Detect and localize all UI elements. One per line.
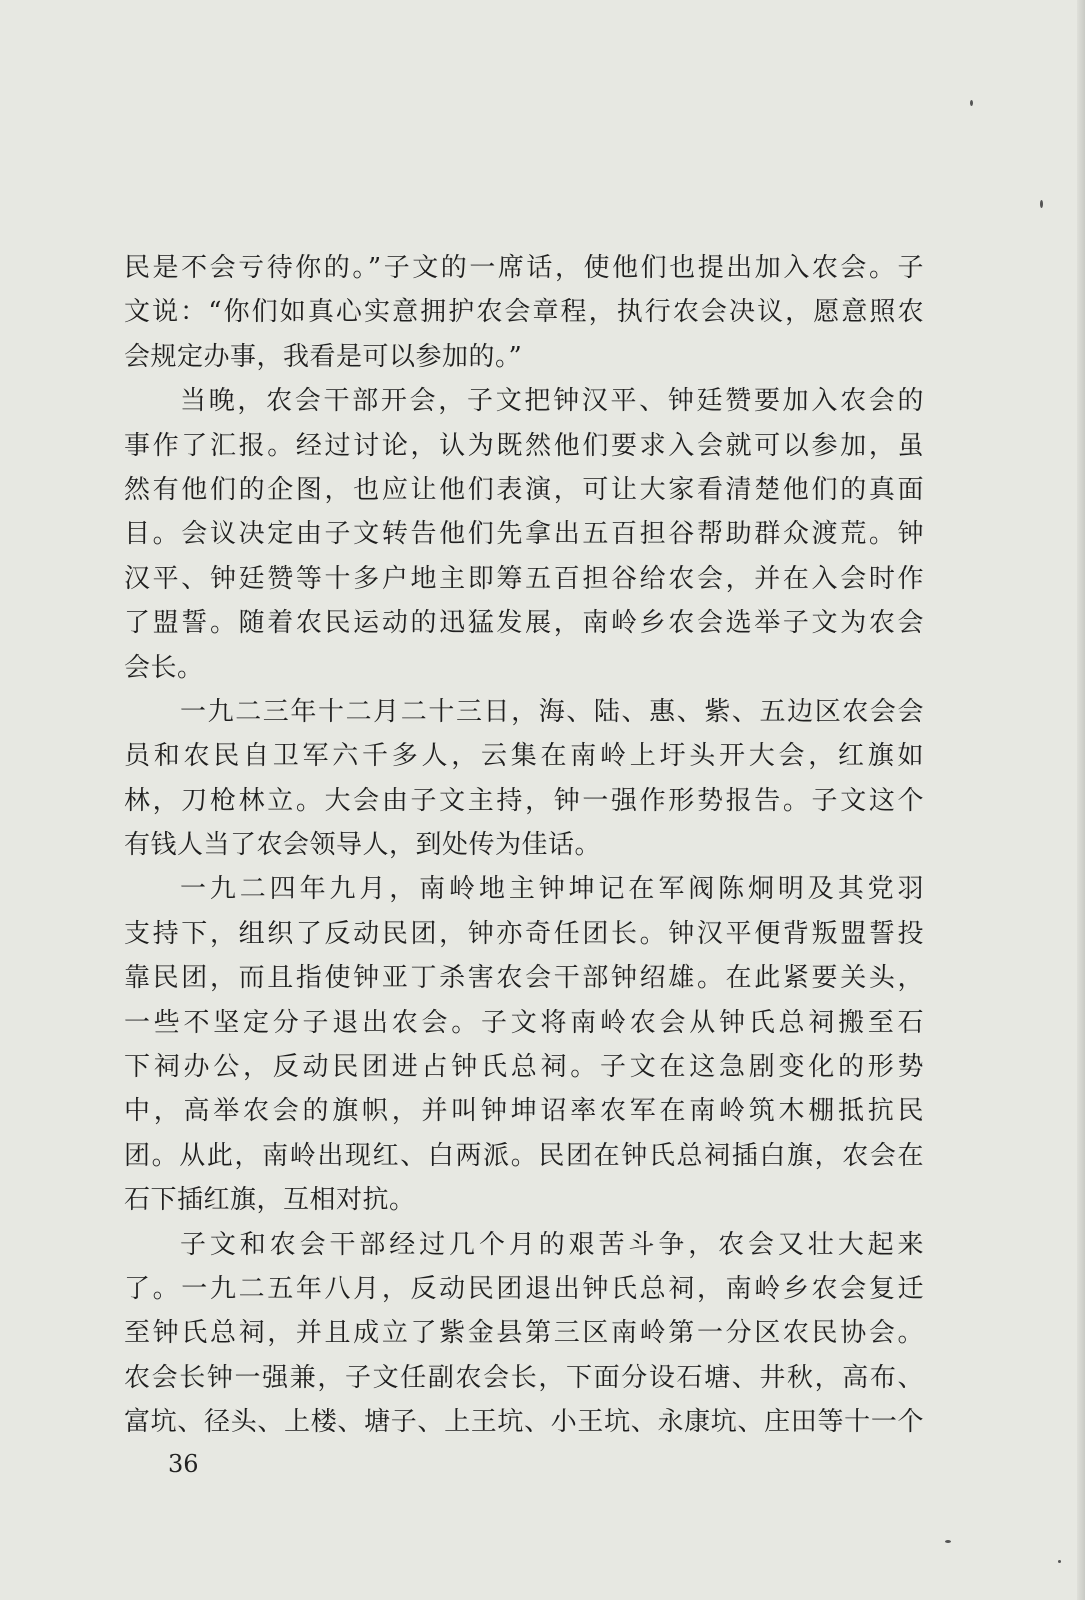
- text-line: 会规定办事，我看是可以参加的。”: [124, 341, 523, 372]
- text-line: 文说：“你们如真心实意拥护农会章程，执行农会决议，愿意照农: [124, 297, 924, 328]
- text-line: 下祠办公，反动民团进占钟氏总祠。子文在这急剧变化的形势: [124, 1052, 924, 1083]
- text-line: 靠民团，而且指使钟亚丁杀害农会干部钟绍雄。在此紧要关头，: [124, 963, 924, 994]
- text-line: 农会长钟一强兼，子文任副农会长，下面分设石塘、井秋，高布、: [124, 1362, 924, 1393]
- page-edge: [1077, 0, 1085, 1600]
- text-line: 事作了汇报。经过讨论，认为既然他们要求入会就可以参加，虽: [124, 430, 924, 461]
- paper-speck: [1058, 1560, 1061, 1563]
- paper-speck: [970, 100, 973, 106]
- text-line: 了。一九二五年八月，反动民团退出钟氏总祠，南岭乡农会复迁: [124, 1273, 924, 1304]
- text-line: 富坑、径头、上楼、塘子、上王坑、小王坑、永康坑、庄田等十一个: [124, 1407, 924, 1438]
- text-line: 中，高举农会的旗帜，并叫钟坤诏率农军在南岭筑木棚抵抗民: [124, 1096, 924, 1127]
- text-line: 林，刀枪林立。大会由子文主持，钟一强作形势报告。子文这个: [124, 785, 924, 816]
- text-line: 汉平、钟廷赞等十多户地主即筹五百担谷给农会，并在入会时作: [124, 563, 924, 594]
- text-line: 子文和农会干部经过几个月的艰苦斗争，农会又壮大起来: [180, 1229, 924, 1260]
- text-line: 至钟氏总祠，并且成立了紫金县第三区南岭第一分区农民协会。: [124, 1318, 924, 1349]
- text-line: 当晚，农会干部开会，子文把钟汉平、钟廷赞要加入农会的: [180, 386, 924, 417]
- text-line: 一九二三年十二月二十三日，海、陆、惠、紫、五边区农会会: [180, 696, 924, 727]
- page-number: 36: [168, 1450, 199, 1478]
- paper-speck: [945, 1540, 951, 1543]
- text-line: 会长。: [124, 652, 204, 683]
- text-line: 然有他们的企图，也应让他们表演，可让大家看清楚他们的真面: [124, 474, 924, 505]
- text-line: 目。会议决定由子文转告他们先拿出五百担谷帮助群众渡荒。钟: [124, 519, 924, 550]
- text-line: 石下插红旗，互相对抗。: [124, 1185, 416, 1216]
- text-line: 支持下，组织了反动民团，钟亦奇任团长。钟汉平便背叛盟誓投: [124, 918, 924, 949]
- text-line: 一九二四年九月，南岭地主钟坤记在军阀陈炯明及其党羽: [180, 874, 924, 905]
- text-line: 了盟誓。随着农民运动的迅猛发展，南岭乡农会选举子文为农会: [124, 608, 924, 639]
- paper-speck: [1040, 200, 1043, 208]
- text-line: 员和农民自卫军六千多人，云集在南岭上圩头开大会，红旗如: [124, 741, 924, 772]
- text-line: 民是不会亏待你的。”子文的一席话，使他们也提出加入农会。子: [124, 253, 924, 283]
- text-line: 团。从此，南岭出现红、白两派。民团在钟氏总祠插白旗，农会在: [124, 1140, 924, 1171]
- text-line: 一些不坚定分子退出农会。子文将南岭农会从钟氏总祠搬至石: [124, 1007, 924, 1038]
- text-line: 有钱人当了农会领导人，到处传为佳话。: [124, 830, 602, 861]
- body-text: [124, 246, 924, 1445]
